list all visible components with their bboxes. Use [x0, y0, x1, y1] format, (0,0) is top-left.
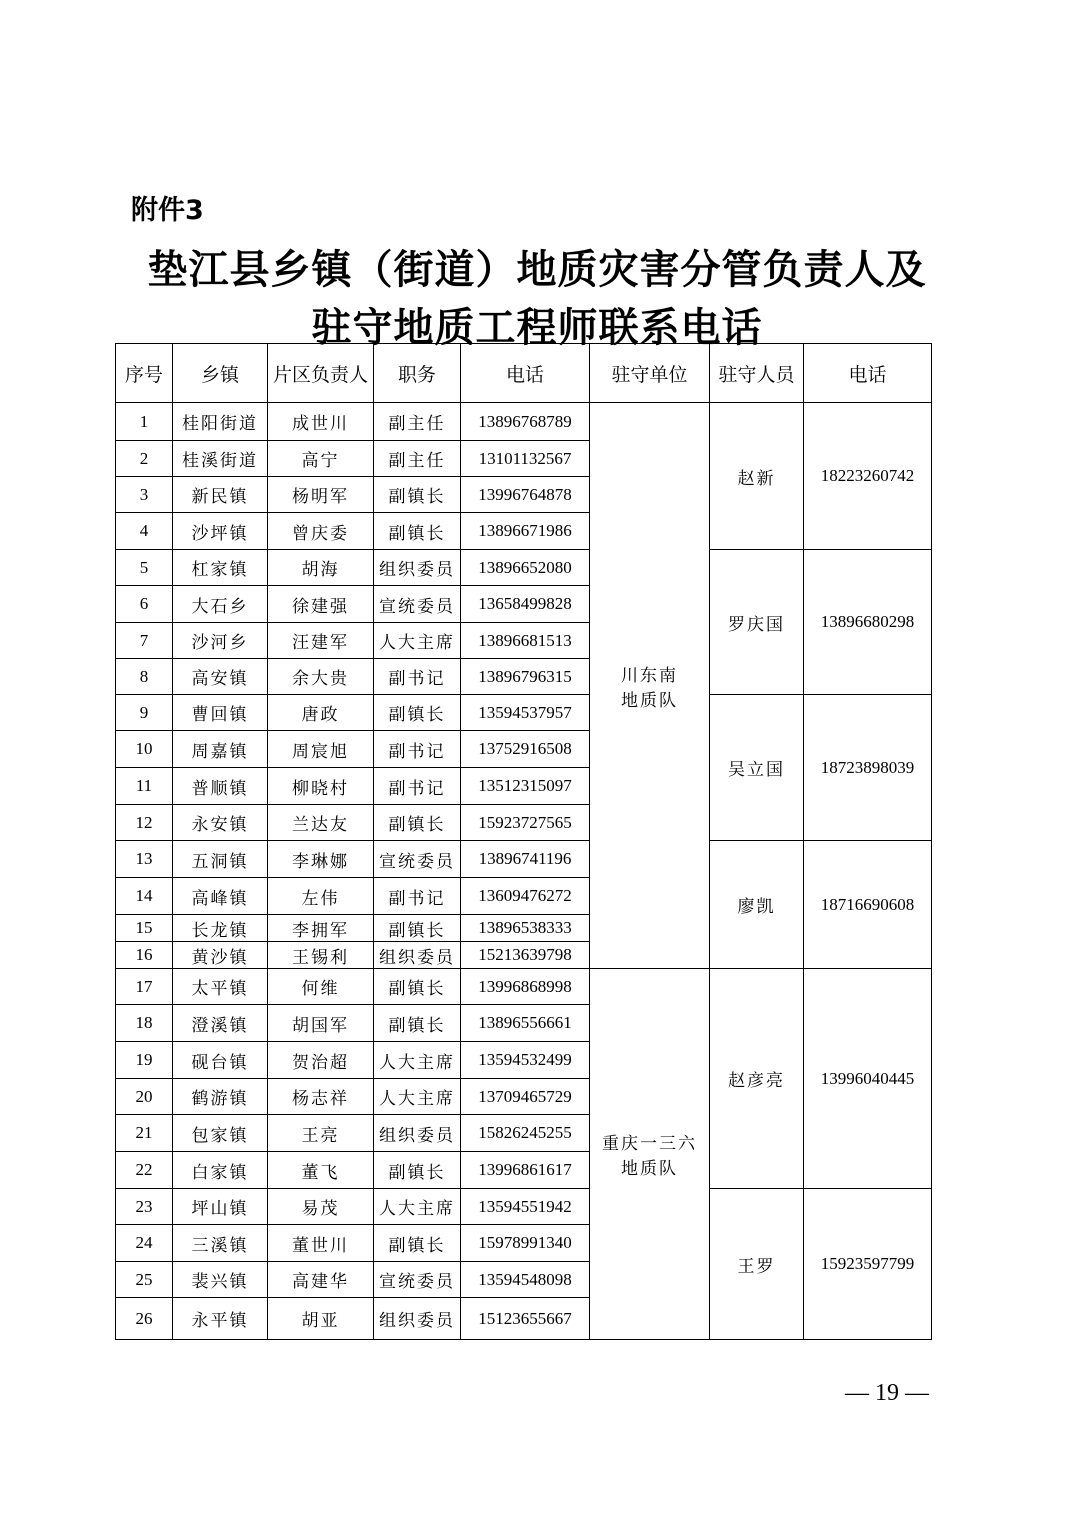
stationed-staff-phone: 13996040445 [804, 969, 932, 1189]
row-town: 鹤游镇 [173, 1079, 268, 1115]
page-number: — 19 — [845, 1380, 929, 1406]
row-town: 包家镇 [173, 1115, 268, 1152]
row-town: 太平镇 [173, 969, 268, 1005]
stationed-staff-name: 王罗 [710, 1189, 804, 1340]
row-no: 11 [116, 768, 173, 805]
row-town: 长龙镇 [173, 915, 268, 942]
header-town: 乡镇 [173, 344, 268, 403]
row-phone: 15826245255 [461, 1115, 590, 1152]
row-post: 副主任 [374, 403, 461, 441]
row-leader: 柳晓村 [268, 768, 374, 805]
stationed-unit-line1: 川东南 [621, 665, 678, 686]
header-staff-phone: 电话 [804, 344, 932, 403]
row-leader: 胡亚 [268, 1298, 374, 1340]
row-town: 沙坪镇 [173, 513, 268, 550]
table-header-row [116, 344, 932, 403]
header-phone: 电话 [461, 344, 590, 403]
row-town: 曹回镇 [173, 695, 268, 731]
row-no: 1 [116, 403, 173, 441]
stationed-staff-phone: 18723898039 [804, 695, 932, 841]
row-no: 21 [116, 1115, 173, 1152]
row-post: 副书记 [374, 731, 461, 768]
stationed-staff-phone: 18223260742 [804, 403, 932, 550]
stationed-unit-line2: 地质队 [621, 690, 678, 711]
row-leader: 杨志祥 [268, 1079, 374, 1115]
row-phone: 13996764878 [461, 477, 590, 513]
row-town: 高峰镇 [173, 878, 268, 915]
row-phone: 13896681513 [461, 623, 590, 659]
row-post: 宣统委员 [374, 586, 461, 623]
row-phone: 13896538333 [461, 915, 590, 942]
row-town: 杠家镇 [173, 550, 268, 586]
row-post: 副镇长 [374, 477, 461, 513]
row-post: 组织委员 [374, 942, 461, 969]
table-row [116, 550, 932, 586]
row-leader: 唐政 [268, 695, 374, 731]
row-town: 桂溪街道 [173, 441, 268, 477]
row-no: 2 [116, 441, 173, 477]
row-post: 副镇长 [374, 969, 461, 1005]
row-town: 高安镇 [173, 659, 268, 695]
row-phone: 13996868998 [461, 969, 590, 1005]
row-no: 19 [116, 1042, 173, 1079]
row-post: 组织委员 [374, 1115, 461, 1152]
row-post: 副镇长 [374, 915, 461, 942]
row-leader: 高建华 [268, 1262, 374, 1298]
row-town: 大石乡 [173, 586, 268, 623]
row-no: 9 [116, 695, 173, 731]
document-title-line2: 驻守地质工程师联系电话 [311, 305, 763, 351]
table-row [116, 969, 932, 1005]
row-phone: 13594551942 [461, 1189, 590, 1225]
row-no: 6 [116, 586, 173, 623]
row-town: 三溪镇 [173, 1225, 268, 1262]
table-row [116, 841, 932, 878]
row-phone: 13594537957 [461, 695, 590, 731]
attachment-label: 附件3 [131, 195, 204, 226]
row-post: 副主任 [374, 441, 461, 477]
document-title-line1: 垫江县乡镇（街道）地质灾害分管负责人及 [147, 247, 927, 293]
row-no: 24 [116, 1225, 173, 1262]
row-town: 澄溪镇 [173, 1005, 268, 1042]
row-post: 人大主席 [374, 1189, 461, 1225]
row-leader: 贺治超 [268, 1042, 374, 1079]
row-town: 坪山镇 [173, 1189, 268, 1225]
row-post: 副镇长 [374, 695, 461, 731]
table-row [116, 1189, 932, 1225]
row-phone: 13594532499 [461, 1042, 590, 1079]
row-leader: 徐建强 [268, 586, 374, 623]
row-leader: 高宁 [268, 441, 374, 477]
row-town: 五洞镇 [173, 841, 268, 878]
row-town: 白家镇 [173, 1152, 268, 1189]
row-no: 8 [116, 659, 173, 695]
row-leader: 成世川 [268, 403, 374, 441]
row-leader: 左伟 [268, 878, 374, 915]
row-phone: 13896556661 [461, 1005, 590, 1042]
row-town: 黄沙镇 [173, 942, 268, 969]
stationed-staff-name: 吴立国 [710, 695, 804, 841]
row-phone: 13609476272 [461, 878, 590, 915]
row-post: 人大主席 [374, 1079, 461, 1115]
row-phone: 13896652080 [461, 550, 590, 586]
row-leader: 何维 [268, 969, 374, 1005]
row-no: 4 [116, 513, 173, 550]
row-post: 副镇长 [374, 1152, 461, 1189]
row-town: 砚台镇 [173, 1042, 268, 1079]
row-phone: 13896796315 [461, 659, 590, 695]
row-phone: 13896671986 [461, 513, 590, 550]
row-no: 15 [116, 915, 173, 942]
row-post: 副书记 [374, 768, 461, 805]
row-phone: 13101132567 [461, 441, 590, 477]
stationed-staff-name: 赵新 [710, 403, 804, 550]
header-staff: 驻守人员 [710, 344, 804, 403]
row-leader: 王亮 [268, 1115, 374, 1152]
row-no: 3 [116, 477, 173, 513]
row-phone: 13658499828 [461, 586, 590, 623]
row-no: 5 [116, 550, 173, 586]
row-no: 18 [116, 1005, 173, 1042]
row-leader: 董飞 [268, 1152, 374, 1189]
row-town: 永安镇 [173, 805, 268, 841]
row-phone: 15978991340 [461, 1225, 590, 1262]
row-no: 14 [116, 878, 173, 915]
row-leader: 汪建军 [268, 623, 374, 659]
header-unit: 驻守单位 [590, 344, 710, 403]
row-phone: 13594548098 [461, 1262, 590, 1298]
row-leader: 曾庆委 [268, 513, 374, 550]
row-town: 新民镇 [173, 477, 268, 513]
row-post: 副镇长 [374, 805, 461, 841]
row-post: 副镇长 [374, 1005, 461, 1042]
stationed-staff-phone: 15923597799 [804, 1189, 932, 1340]
row-post: 宣统委员 [374, 1262, 461, 1298]
header-post: 职务 [374, 344, 461, 403]
stationed-unit [590, 969, 710, 1340]
table-row [116, 403, 932, 441]
row-no: 26 [116, 1298, 173, 1340]
row-leader: 杨明军 [268, 477, 374, 513]
row-no: 17 [116, 969, 173, 1005]
stationed-unit [590, 403, 710, 969]
stationed-unit-line2: 地质队 [621, 1159, 678, 1179]
row-leader: 李拥军 [268, 915, 374, 942]
stationed-unit-line1: 重庆一三六 [602, 1134, 697, 1154]
stationed-staff-phone: 13896680298 [804, 550, 932, 695]
stationed-staff-name: 赵彦亮 [710, 969, 804, 1189]
row-leader: 董世川 [268, 1225, 374, 1262]
stationed-staff-phone: 18716690608 [804, 841, 932, 969]
row-no: 20 [116, 1079, 173, 1115]
row-leader: 王锡利 [268, 942, 374, 969]
row-phone: 13896768789 [461, 403, 590, 441]
stationed-staff-name: 廖凯 [710, 841, 804, 969]
row-no: 22 [116, 1152, 173, 1189]
row-no: 7 [116, 623, 173, 659]
row-no: 12 [116, 805, 173, 841]
row-no: 10 [116, 731, 173, 768]
row-town: 桂阳街道 [173, 403, 268, 441]
row-post: 宣统委员 [374, 841, 461, 878]
row-phone: 15923727565 [461, 805, 590, 841]
row-phone: 15213639798 [461, 942, 590, 969]
row-phone: 15123655667 [461, 1298, 590, 1340]
row-no: 25 [116, 1262, 173, 1298]
row-post: 组织委员 [374, 550, 461, 586]
row-phone: 13752916508 [461, 731, 590, 768]
row-phone: 13896741196 [461, 841, 590, 878]
row-post: 副书记 [374, 878, 461, 915]
row-phone: 13996861617 [461, 1152, 590, 1189]
row-phone: 13709465729 [461, 1079, 590, 1115]
row-post: 副镇长 [374, 1225, 461, 1262]
row-leader: 兰达友 [268, 805, 374, 841]
row-post: 副书记 [374, 659, 461, 695]
row-no: 16 [116, 942, 173, 969]
row-leader: 胡海 [268, 550, 374, 586]
row-phone: 13512315097 [461, 768, 590, 805]
row-leader: 周宸旭 [268, 731, 374, 768]
row-town: 永平镇 [173, 1298, 268, 1340]
row-town: 周嘉镇 [173, 731, 268, 768]
row-leader: 余大贵 [268, 659, 374, 695]
row-no: 23 [116, 1189, 173, 1225]
row-town: 普顺镇 [173, 768, 268, 805]
contact-table [115, 343, 932, 1340]
row-no: 13 [116, 841, 173, 878]
row-post: 人大主席 [374, 623, 461, 659]
row-town: 裴兴镇 [173, 1262, 268, 1298]
row-post: 人大主席 [374, 1042, 461, 1079]
row-leader: 易茂 [268, 1189, 374, 1225]
row-post: 副镇长 [374, 513, 461, 550]
stationed-staff-name: 罗庆国 [710, 550, 804, 695]
row-town: 沙河乡 [173, 623, 268, 659]
header-no: 序号 [116, 344, 173, 403]
row-post: 组织委员 [374, 1298, 461, 1340]
row-leader: 李琳娜 [268, 841, 374, 878]
header-leader: 片区负责人 [268, 344, 374, 403]
table-row [116, 695, 932, 731]
row-leader: 胡国军 [268, 1005, 374, 1042]
